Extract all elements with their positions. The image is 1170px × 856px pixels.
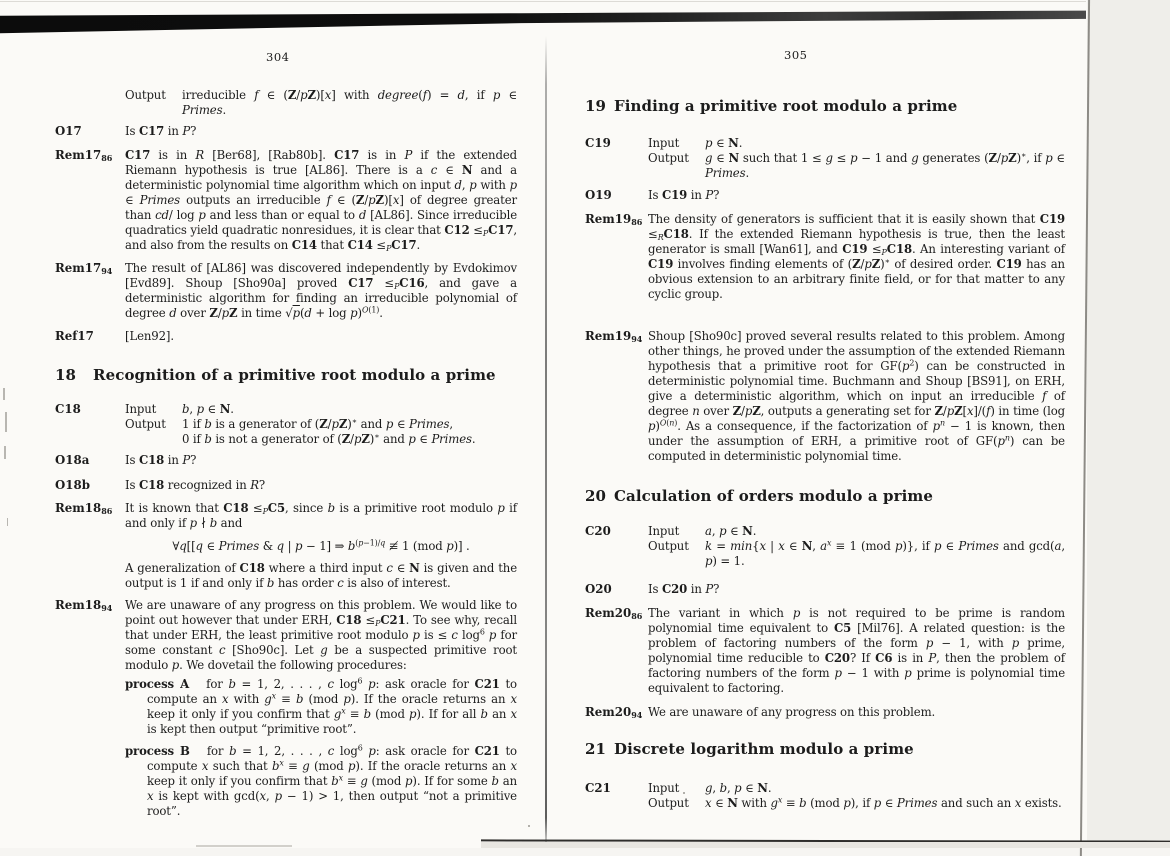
io-value-output: g ∈ N such that 1 ≤ g ≤ p − 1 and g generates (Z/pZ)∗, if p ∈ Primes. [705,150,1065,180]
page-number-left: 304 [266,50,290,64]
section-heading-19 [585,97,1065,115]
entry-label-o18b: O18b [55,478,90,492]
entry-label-rem20-94: $Rem20_{94}$ [585,705,643,721]
io-key-output: Output [648,151,689,165]
io-value-input: b, p ∈ N. [182,402,234,416]
section-number-20: 20 [585,487,607,505]
rem18-94-process-a: process A for b = 1, 2, . . . , c $\log^6 p$: ask oracle for C21 to compute an x with $g^x \equiv b$ (mod p). If the oracle returns an x keep it only if you confirm that $g^x \equiv b$ (mod p). If for all b an x is kept then output “primitive root”. [125,676,517,736]
section-number-18: 18 [55,366,77,384]
entry-label-rem20-86: $Rem20_{86}$ [585,606,643,622]
entry-body-o17: Is C17 in P? [125,124,197,138]
io-key-input: Input [648,524,680,538]
section-title-19: Finding a primitive root modulo a prime [614,97,958,115]
section-title-18: Recognition of a primitive root modulo a prime [93,366,496,384]
page-number-right: 305 [784,48,808,62]
entry-label-rem17-86: $Rem17_{86}$ [55,148,113,164]
io-value-input: a, p ∈ N. [705,524,757,538]
io-value-input: g, b, p ∈ N. [705,781,772,795]
io-key-input: Input [648,136,680,150]
io-key-input: Input [125,402,157,416]
entry-body-o18b: Is C18 recognized in R? [125,478,266,492]
entry-c20 [585,524,1065,569]
io-key-output: Output [125,88,166,102]
io-key-output: Output [648,796,689,810]
io-key-input: Input [648,781,680,795]
entry-label-c19: C19 [585,136,611,150]
entry-rem20-94 [585,705,1065,720]
entry-body-rem17-94: The result of [AL86] was discovered independently by Evdokimov [Evd89]. Shoup [Sho90a] proved $C17 \le_PC16$, and gave a deterministic algorithm for finding an irreducible polynomial of degree d over Z/pZ in time $√p(d + \log p)^{O(1)}$. [125,261,517,320]
io-value-input: p ∈ N. [705,136,743,150]
io-key-output: Output [648,539,689,553]
entry-label-c20: C20 [585,524,611,538]
entry-label-o20: O20 [585,582,612,596]
entry-rem19-94 [585,329,1065,464]
section-title-20: Calculation of orders modulo a prime [614,487,934,505]
entry-c21 [585,781,1065,811]
entry-o20 [585,582,1065,597]
rem18-94-process-b: process B for b = 1, 2, . . . , c $\log^6 p$: ask oracle for C21 to compute x such that $b^x \equiv g$ (mod p). If the oracle returns an x keep it only if you confirm that $b^x \equiv g$ (mod p). If for some b an x is kept with gcd(x, p − 1) > 1, then output “not a primitive root”. [125,743,518,818]
rem18-86-paragraph-2: A generalization of C18 where a third input c ∈ N is given and the output is 1 if and only if b has order c is also of interest. [125,561,517,590]
section-title-21: Discrete logarithm modulo a prime [614,740,914,758]
io-value-output: k = min{x | x ∈ N, $a^x \equiv 1$ (mod p)}, if p ∈ Primes and gcd(a, p) = 1. [705,538,1065,568]
entry-c19 [585,136,1065,181]
entry-label-rem19-94: $Rem19_{94}$ [585,329,643,345]
entry-label-o17: O17 [55,124,82,138]
entry-body-rem19-94: Shoup [Sho90c] proved several results related to this problem. Among other things, he proved under the assumption of the extended Riemann hypothesis that a primitive root for $GF(p^2)$ can be constructed in deterministic polynomial time. Buchmann and Shoup [BS91], on ERH, give a deterministic algorithm, which on input an irreducible f of degree n over Z/pZ, outputs a generating set for Z/pZ[x]/(f) in time (log p)$^{O(n)}$. As a consequence, if the factorization of $p^n - 1$ is known, then under the assumption of ERH, a primitive root of $GF(p^n)$ can be computed in deterministic polynomial time. [648,329,1065,463]
entry-body-o18a: Is C18 in P? [125,453,197,467]
entry-label-rem18-86: $Rem18_{86}$ [55,501,113,517]
io-value-output: 1 if b is a generator of (Z/pZ)∗ and p ∈ Primes, 0 if b is not a generator of (Z/pZ)∗ and p ∈ Primes. [182,416,476,446]
entry-label-o19: O19 [585,188,612,202]
entry-body-rem19-86: The density of generators is sufficient that it is easily shown that $C19 \le_RC18$. If the extended Riemann hypothesis is true, then the least generator is small [Wan61], and $C19 \le_PC18$. An interesting variant of C19 involves finding elements of (Z/pZ)∗ of desired order. C19 has an obvious extension to an arbitrary finite field, or for that matter to any cyclic group. [648,212,1066,301]
rem18-94-paragraph: We are unaware of any progress on this problem. We would like to point out however that under ERH, $C18 \le_PC21$. To see why, recall that under ERH, the least primitive root modulo p is ≤ c $\log^6 p$ for some constant c [Sho90c]. Let g be a suspected primitive root modulo p. We dovetail the following procedures: [125,598,518,672]
io-key-output: Output [125,417,166,431]
entry-label-rem19-86: $Rem19_{86}$ [585,212,643,228]
io-value-output: irreducible f ∈ (Z/pZ)[x] with degree(f) = d, if p ∈ Primes. [182,88,517,117]
entry-label-rem18-94: $Rem18_{94}$ [55,598,113,614]
entry-body-rem17-86: C17 is in R [Ber68], [Rab80b]. C17 is in P if the extended Riemann hypothesis is true [AL86]. There is a c ∈ N and a deterministic polynomial time algorithm which on input d, p with p ∈ Primes outputs an irreducible f ∈ (Z/pZ)[x] of degree greater than cd/ log p and less than or equal to d [AL86]. Since irreducible quadratics yield quadratic nonresidues, it is clear that $C12 \le_PC17$, and also from the results on C14 that $C14 \le_PC17$. [125,148,517,254]
rem18-86-paragraph-1: It is known that $C18 \le_PC5$, since b is a primitive root modulo p if and only if p ∤ b and [125,501,517,530]
entry-body-rem20-94: We are unaware of any progress on this problem. [648,705,936,719]
entry-body-rem20-86: The variant in which p is not required to be prime is random polynomial time equivalent to C5 [Mil76]. A related question: is the problem of factoring numbers of the form p − 1, with p prime, polynomial time reducible to C20? If C6 is in P, then the problem of factoring numbers of the form p − 1 with p prime is polynomial time equivalent to factoring. [648,606,1065,695]
section-heading-21 [585,740,1065,758]
entry-rem19-86 [585,212,1065,302]
section-number-19: 19 [585,97,607,115]
entry-label-rem17-94: $Rem17_{94}$ [55,261,113,277]
entry-o19 [585,188,1065,203]
entry-rem20-86 [585,606,1065,696]
io-value-output: x ∈ N with $g^x \equiv b$ (mod p), if p ∈ Primes and such an x exists. [705,795,1062,810]
section-number-21: 21 [585,740,607,758]
entry-body-ref17: [Len92]. [125,329,174,343]
rem18-86-display-formula: ∀q[[q ∈ Primes & q | p − 1] ⇒ $b^{(p-1)/q}$ ≢ 1 (mod p)] . [172,538,470,553]
entry-body-o20: Is C20 in P? [648,582,720,596]
entry-label-c18: C18 [55,402,81,416]
entry-label-ref17: Ref17 [55,329,94,343]
entry-label-c21: C21 [585,781,611,795]
entry-label-o18a: O18a [55,453,90,467]
entry-body-o19: Is C19 in P? [648,188,720,202]
section-heading-20 [585,487,1065,505]
